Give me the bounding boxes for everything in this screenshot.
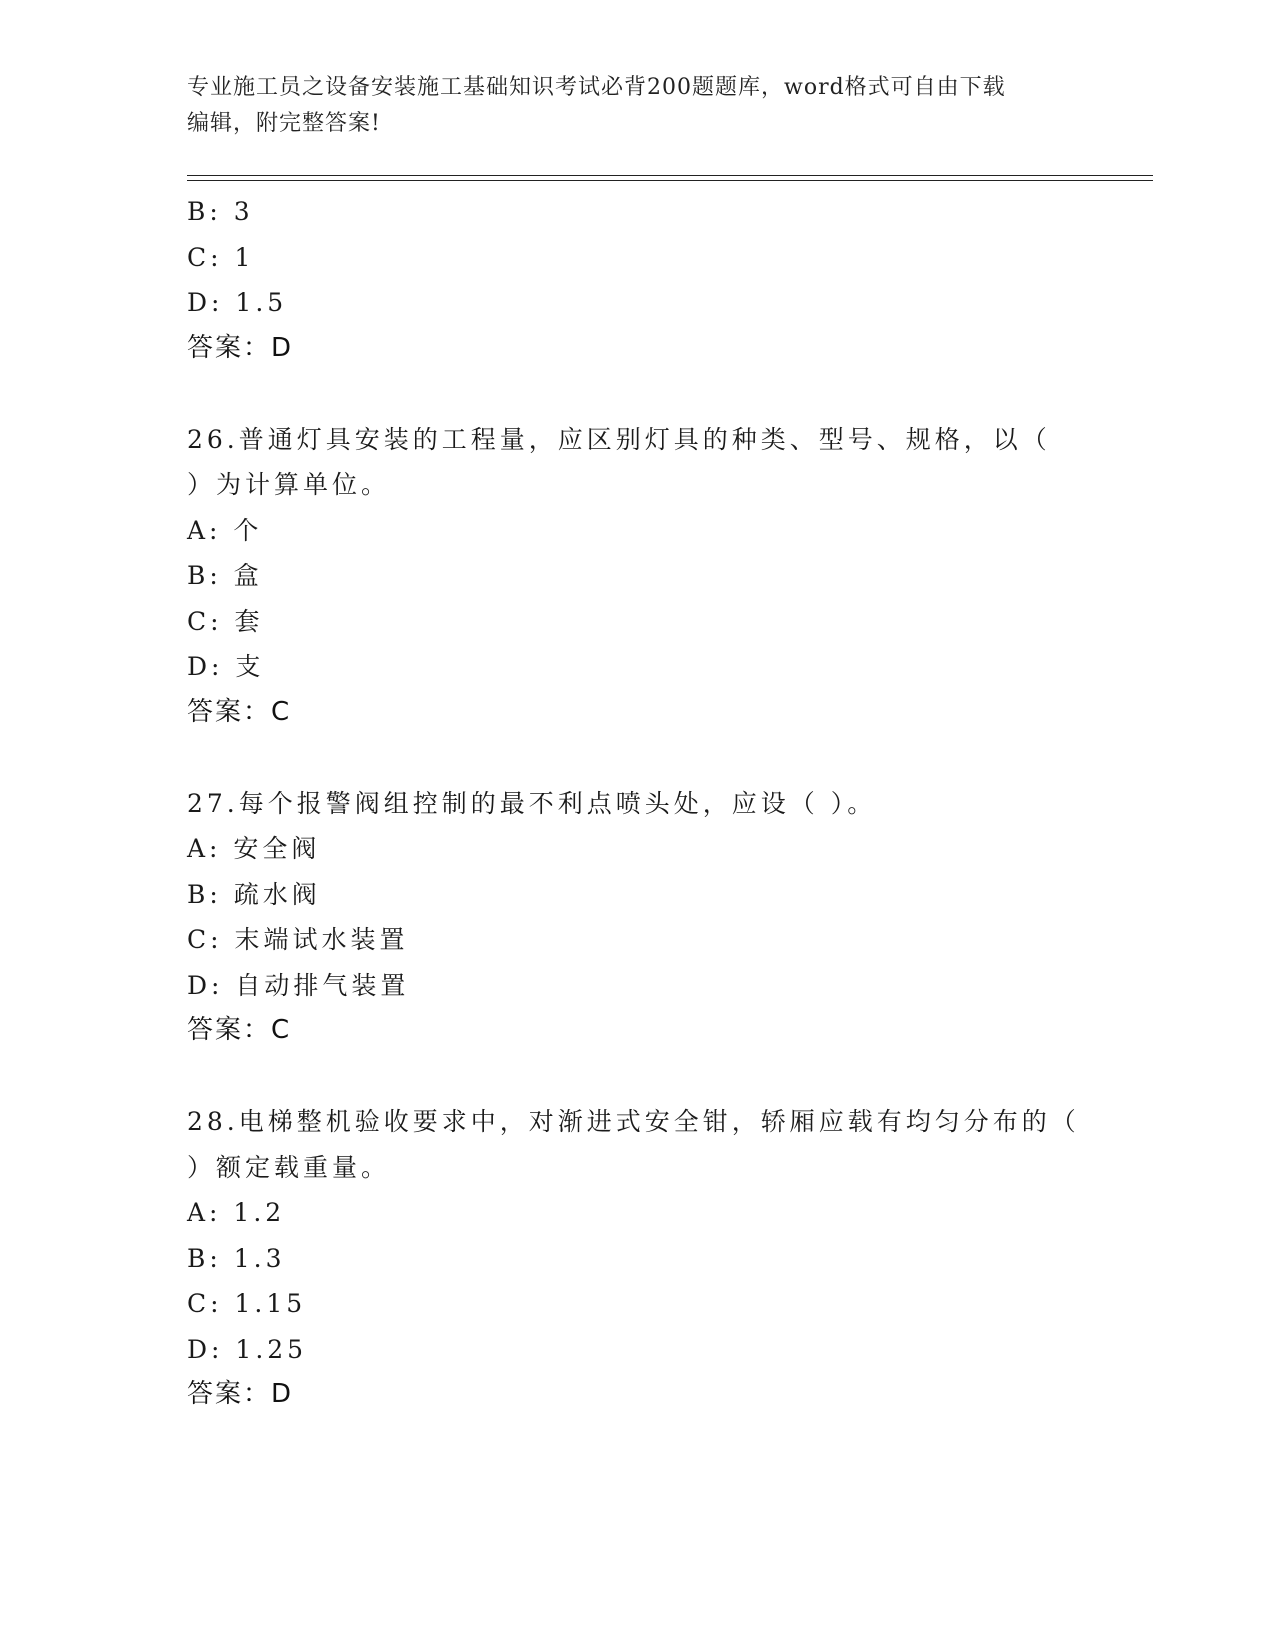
option-c: C: 套 — [187, 606, 264, 636]
spacer — [187, 371, 1087, 417]
answer-line: 答案：C — [187, 1015, 292, 1045]
option-c: C: 1 — [187, 242, 255, 272]
answer-line: 答案：D — [187, 332, 294, 363]
question-stem: 28.电梯整机验收要求中，对渐进式安全钳，轿厢应载有均匀分布的（ — [187, 1107, 1080, 1136]
header-title-line-2: 编辑，附完整答案! — [187, 111, 381, 136]
question-stem: 27.每个报警阀组控制的最不利点喷头处，应设（ ）。 — [187, 788, 877, 818]
option-b: B: 疏水阀 — [187, 879, 321, 909]
question-26 — [187, 417, 1087, 736]
option-a: A: 个 — [187, 515, 263, 545]
option-a: A: 1.2 — [187, 1198, 286, 1227]
question-27 — [187, 781, 1087, 1054]
header-divider-bottom — [187, 180, 1153, 181]
header-divider-top — [187, 175, 1153, 176]
spacer — [187, 735, 1087, 781]
document-body — [187, 189, 1087, 1418]
option-d: D: 支 — [187, 652, 265, 681]
option-c: C: 1.15 — [187, 1289, 307, 1318]
answer-line: 答案：C — [187, 696, 292, 727]
header-title-line-1: 专业施工员之设备安装施工基础知识考试必背200题题库，word格式可自由下载 — [187, 75, 1006, 100]
option-b: B: 盒 — [187, 561, 263, 590]
answer-line: 答案：D — [187, 1379, 294, 1409]
option-b: B: 1.3 — [187, 1243, 286, 1273]
question-stem-continued: ）额定载重量。 — [187, 1152, 391, 1182]
option-b: B: 3 — [187, 197, 254, 226]
option-d: D: 自动排气装置 — [187, 970, 410, 1000]
question-25 — [187, 189, 1087, 371]
option-c: C: 末端试水装置 — [187, 925, 409, 954]
option-d: D: 1.25 — [187, 1334, 308, 1364]
question-28 — [187, 1099, 1087, 1418]
option-a: A: 安全阀 — [187, 834, 321, 863]
option-d: D: 1.5 — [187, 288, 288, 317]
question-stem-continued: ）为计算单位。 — [187, 470, 391, 499]
question-stem: 26.普通灯具安装的工程量，应区别灯具的种类、型号、规格，以（ — [187, 424, 1051, 454]
spacer — [187, 1054, 1087, 1100]
page-header — [187, 70, 1067, 142]
